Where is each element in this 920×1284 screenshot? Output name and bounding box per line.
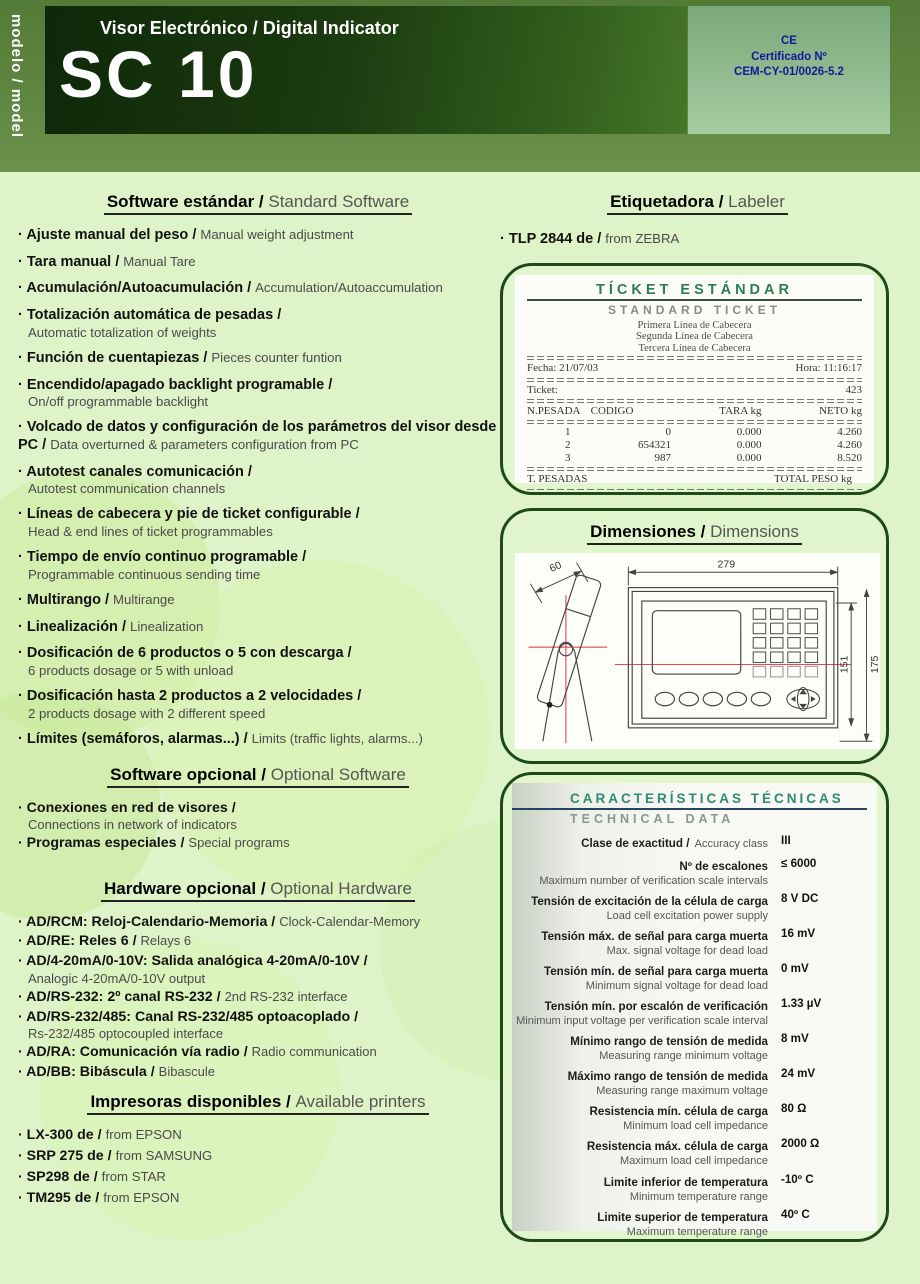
- ticket-col-codigo: CODIGO: [590, 404, 634, 417]
- printer-item: · LX-300 de / from EPSON: [18, 1127, 498, 1144]
- ticket-sample: [515, 275, 874, 486]
- ticket-col-neto: NETO kg: [819, 404, 862, 417]
- tech-row: Tensión mín. de señal para carga muerta Minimum signal voltage for dead load 0 mV: [512, 962, 867, 992]
- printer-item: · SRP 275 de / from SAMSUNG: [18, 1148, 498, 1165]
- feature-item: · AD/RS-232: 2º canal RS-232 / 2nd RS-232 interface: [18, 989, 498, 1006]
- section-heading-optional-software: Software opcional / Optional Software: [18, 765, 498, 788]
- technical-title-es: CARACTERÍSTICAS TÉCNICAS: [512, 791, 867, 810]
- model-side-label: modelo / model: [8, 14, 25, 139]
- section-heading-dimensions: Dimensiones / Dimensions: [515, 522, 874, 545]
- tech-row: Resistencia máx. célula de carga Maximum load cell impedance 2000 Ω: [512, 1137, 867, 1167]
- ticket-header-lines: [527, 320, 862, 355]
- tech-row: Resistencia mín. célula de carga Minimum load cell impedance 80 Ω: [512, 1102, 867, 1132]
- feature-item: · Autotest canales comunicación / Autotest communication channels: [18, 464, 498, 498]
- feature-item: · Multirango / Multirange: [18, 592, 498, 610]
- tech-value: -10º C: [781, 1172, 814, 1186]
- ticket-separator: [527, 489, 862, 493]
- section-heading-labeler: Etiquetadora / Labeler: [500, 192, 895, 215]
- feature-item: · Dosificación de 6 productos o 5 con descarga / 6 products dosage or 5 with unload: [18, 645, 498, 679]
- ticket-column-headers: [527, 405, 862, 418]
- technical-data-panel: [500, 772, 889, 1242]
- ticket-total-label: T. PESADAS: [527, 473, 588, 486]
- certificate-box: [688, 6, 890, 134]
- tech-value: 24 mV: [781, 1067, 816, 1081]
- nav-keys-icon: [787, 687, 820, 710]
- ticket-header-line: Tercera Línea de Cabecera: [638, 342, 751, 354]
- feature-item: · Tiempo de envío continuo programable / Programmable continuous sending time: [18, 549, 498, 583]
- tech-value: 16 mV: [781, 926, 816, 940]
- feature-item: · AD/BB: Bibáscula / Bibascule: [18, 1064, 498, 1081]
- tech-row: Mínimo rango de tensión de medida Measuring range minimum voltage 8 mV: [512, 1032, 867, 1062]
- section-heading-optional-hardware: Hardware opcional / Optional Hardware: [18, 879, 498, 902]
- feature-item: · Acumulación/Autoacumulación / Accumulation/Autoaccumulation: [18, 280, 498, 298]
- feature-item: · Ajuste manual del peso / Manual weight adjustment: [18, 227, 498, 245]
- tech-row: Tensión de excitación de la célula de carga Load cell excitation power supply 8 V DC: [512, 892, 867, 922]
- tech-value: 8 V DC: [781, 891, 819, 905]
- tech-value: 1.33 µV: [781, 997, 822, 1011]
- tech-value: ≤ 6000: [781, 856, 817, 870]
- header-title-box: [45, 6, 687, 134]
- ticket-title-rule: [527, 299, 862, 301]
- dimensions-panel: [500, 508, 889, 764]
- tech-value: III: [781, 833, 791, 847]
- tech-value: 80 Ω: [781, 1102, 807, 1116]
- product-type-title: Visor Electrónico / Digital Indicator: [100, 18, 399, 38]
- header-band: [0, 0, 920, 172]
- ticket-row: 2 654321 0.000 4.260: [565, 439, 862, 452]
- technical-rows: [512, 834, 867, 1242]
- ticket-number-row: [527, 384, 862, 397]
- tech-row: Limite superior de temperatura Maximum temperature range 40º C: [512, 1208, 867, 1238]
- ticket-number-value: 423: [845, 383, 862, 396]
- labeler-item: · TLP 2844 de / from ZEBRA: [500, 231, 895, 249]
- technical-title-en: TECHNICAL DATA: [570, 811, 735, 826]
- ticket-row: 1 0 0.000 4.260: [565, 425, 862, 438]
- tech-row: Tensión máx. de señal para carga muerta Max. signal voltage for dead load 16 mV: [512, 927, 867, 957]
- feature-item: · AD/RS-232/485: Canal RS-232/485 optoacoplado / Rs-232/485 optocoupled interface: [18, 1009, 498, 1042]
- tech-row: Tensión mín. por escalón de verificación Minimum input voltage per verification scale interval 1.33 µV: [512, 997, 867, 1027]
- printers-list: [18, 1127, 498, 1208]
- feature-item: · AD/RE: Reles 6 / Relays 6: [18, 933, 498, 950]
- model-name: SC 10: [59, 37, 258, 111]
- left-column: [18, 180, 498, 1212]
- tech-row: Máximo rango de tensión de medida Measuring range maximum voltage 24 mV: [512, 1067, 867, 1097]
- feature-item: · Programas especiales / Special programs: [18, 835, 498, 852]
- ticket-separator: [527, 467, 862, 471]
- ticket-header-line: Primera Línea de Cabecera: [637, 319, 752, 331]
- optional-software-list: [18, 800, 498, 853]
- right-column: [500, 182, 895, 1242]
- technical-data-table: [512, 783, 877, 1238]
- feature-item: · Tara manual / Manual Tare: [18, 254, 498, 272]
- dim-height-outer: 175: [869, 655, 880, 673]
- ticket-total-weight-label: TOTAL PESO kg: [774, 473, 852, 486]
- dim-height-inner: 151: [838, 655, 851, 673]
- feature-item: · Volcado de datos y configuración de los parámetros del visor desde PC / Data overturned & parameters configuration from PC: [18, 419, 498, 454]
- tech-value: 2000 Ω: [781, 1137, 820, 1151]
- ticket-col-npesada: N.PESADA: [527, 404, 581, 417]
- section-heading-standard-software: Software estándar / Standard Software: [18, 192, 498, 215]
- feature-item: · AD/RCM: Reloj-Calendario-Memoria / Clock-Calendar-Memory: [18, 914, 498, 931]
- printer-item: · TM295 de / from EPSON: [18, 1190, 498, 1207]
- feature-item: · Función de cuentapiezas / Pieces counter funtion: [18, 350, 498, 368]
- feature-item: · Límites (semáforos, alarmas...) / Limits (traffic lights, alarms...): [18, 731, 498, 749]
- dim-depth: 60: [547, 558, 564, 575]
- dim-width: 279: [717, 558, 736, 571]
- ticket-title-es: TÍCKET ESTÁNDAR: [596, 281, 793, 298]
- ticket-separator: [527, 356, 862, 360]
- tech-row: Clase de exactitud / Accuracy class III: [512, 834, 867, 852]
- section-heading-printers: Impresoras disponibles / Available printers: [18, 1092, 498, 1115]
- optional-hardware-list: [18, 914, 498, 1082]
- ticket-number-label: Ticket:: [527, 383, 558, 396]
- ticket-date: Fecha: 21/07/03: [527, 362, 599, 375]
- ticket-header-line: Segunda Línea de Cabecera: [636, 331, 753, 343]
- feature-item: · AD/4-20mA/0-10V: Salida analógica 4-20mA/0-10V / Analogic 4-20mA/0-10V output: [18, 953, 498, 986]
- feature-item: · Totalización automática de pesadas / Automatic totalization of weights: [18, 307, 498, 341]
- ticket-time: Hora: 11:16:17: [795, 362, 862, 375]
- feature-item: · Conexiones en red de visores / Connections in network of indicators: [18, 800, 498, 833]
- labeler-list: [500, 231, 895, 249]
- certificate-line: CE: [781, 35, 797, 47]
- tech-row: Limite inferior de temperatura Minimum temperature range -10º C: [512, 1173, 867, 1203]
- printer-item: · SP298 de / from STAR: [18, 1169, 498, 1186]
- ticket-date-row: [527, 362, 862, 375]
- tech-row: Nº de escalones Maximum number of verification scale intervals ≤ 6000: [512, 857, 867, 887]
- ticket-total-labels: [527, 473, 862, 486]
- ticket-rows: [527, 426, 862, 466]
- feature-item: · Encendido/apagado backlight programable / On/off programmable backlight: [18, 377, 498, 411]
- tech-value: 8 mV: [781, 1032, 809, 1046]
- dimensions-drawing: [515, 553, 880, 749]
- ticket-title-en: STANDARD TICKET: [607, 302, 782, 317]
- ticket-row: 3 987 0.000 8.520: [565, 452, 862, 465]
- feature-item: · Líneas de cabecera y pie de ticket configurable / Head & end lines of ticket programmables: [18, 506, 498, 540]
- ticket-separator: [527, 399, 862, 403]
- feature-item: · Linealización / Linealization: [18, 619, 498, 637]
- ticket-separator: [527, 378, 862, 382]
- feature-item: · AD/RA: Comunicación vía radio / Radio communication: [18, 1044, 498, 1061]
- certificate-line: Certificado Nº: [751, 50, 827, 63]
- standard-software-list: [18, 227, 498, 749]
- tech-value: 0 mV: [781, 961, 809, 975]
- tech-value: 40º C: [781, 1207, 810, 1221]
- ticket-col-tara: TARA kg: [719, 404, 762, 417]
- feature-item: · Dosificación hasta 2 productos a 2 velocidades / 2 products dosage with 2 different speed: [18, 688, 498, 722]
- certificate-line: CEM-CY-01/0026-5.2: [734, 66, 844, 79]
- ticket-panel: [500, 263, 889, 495]
- ticket-separator: [527, 420, 862, 424]
